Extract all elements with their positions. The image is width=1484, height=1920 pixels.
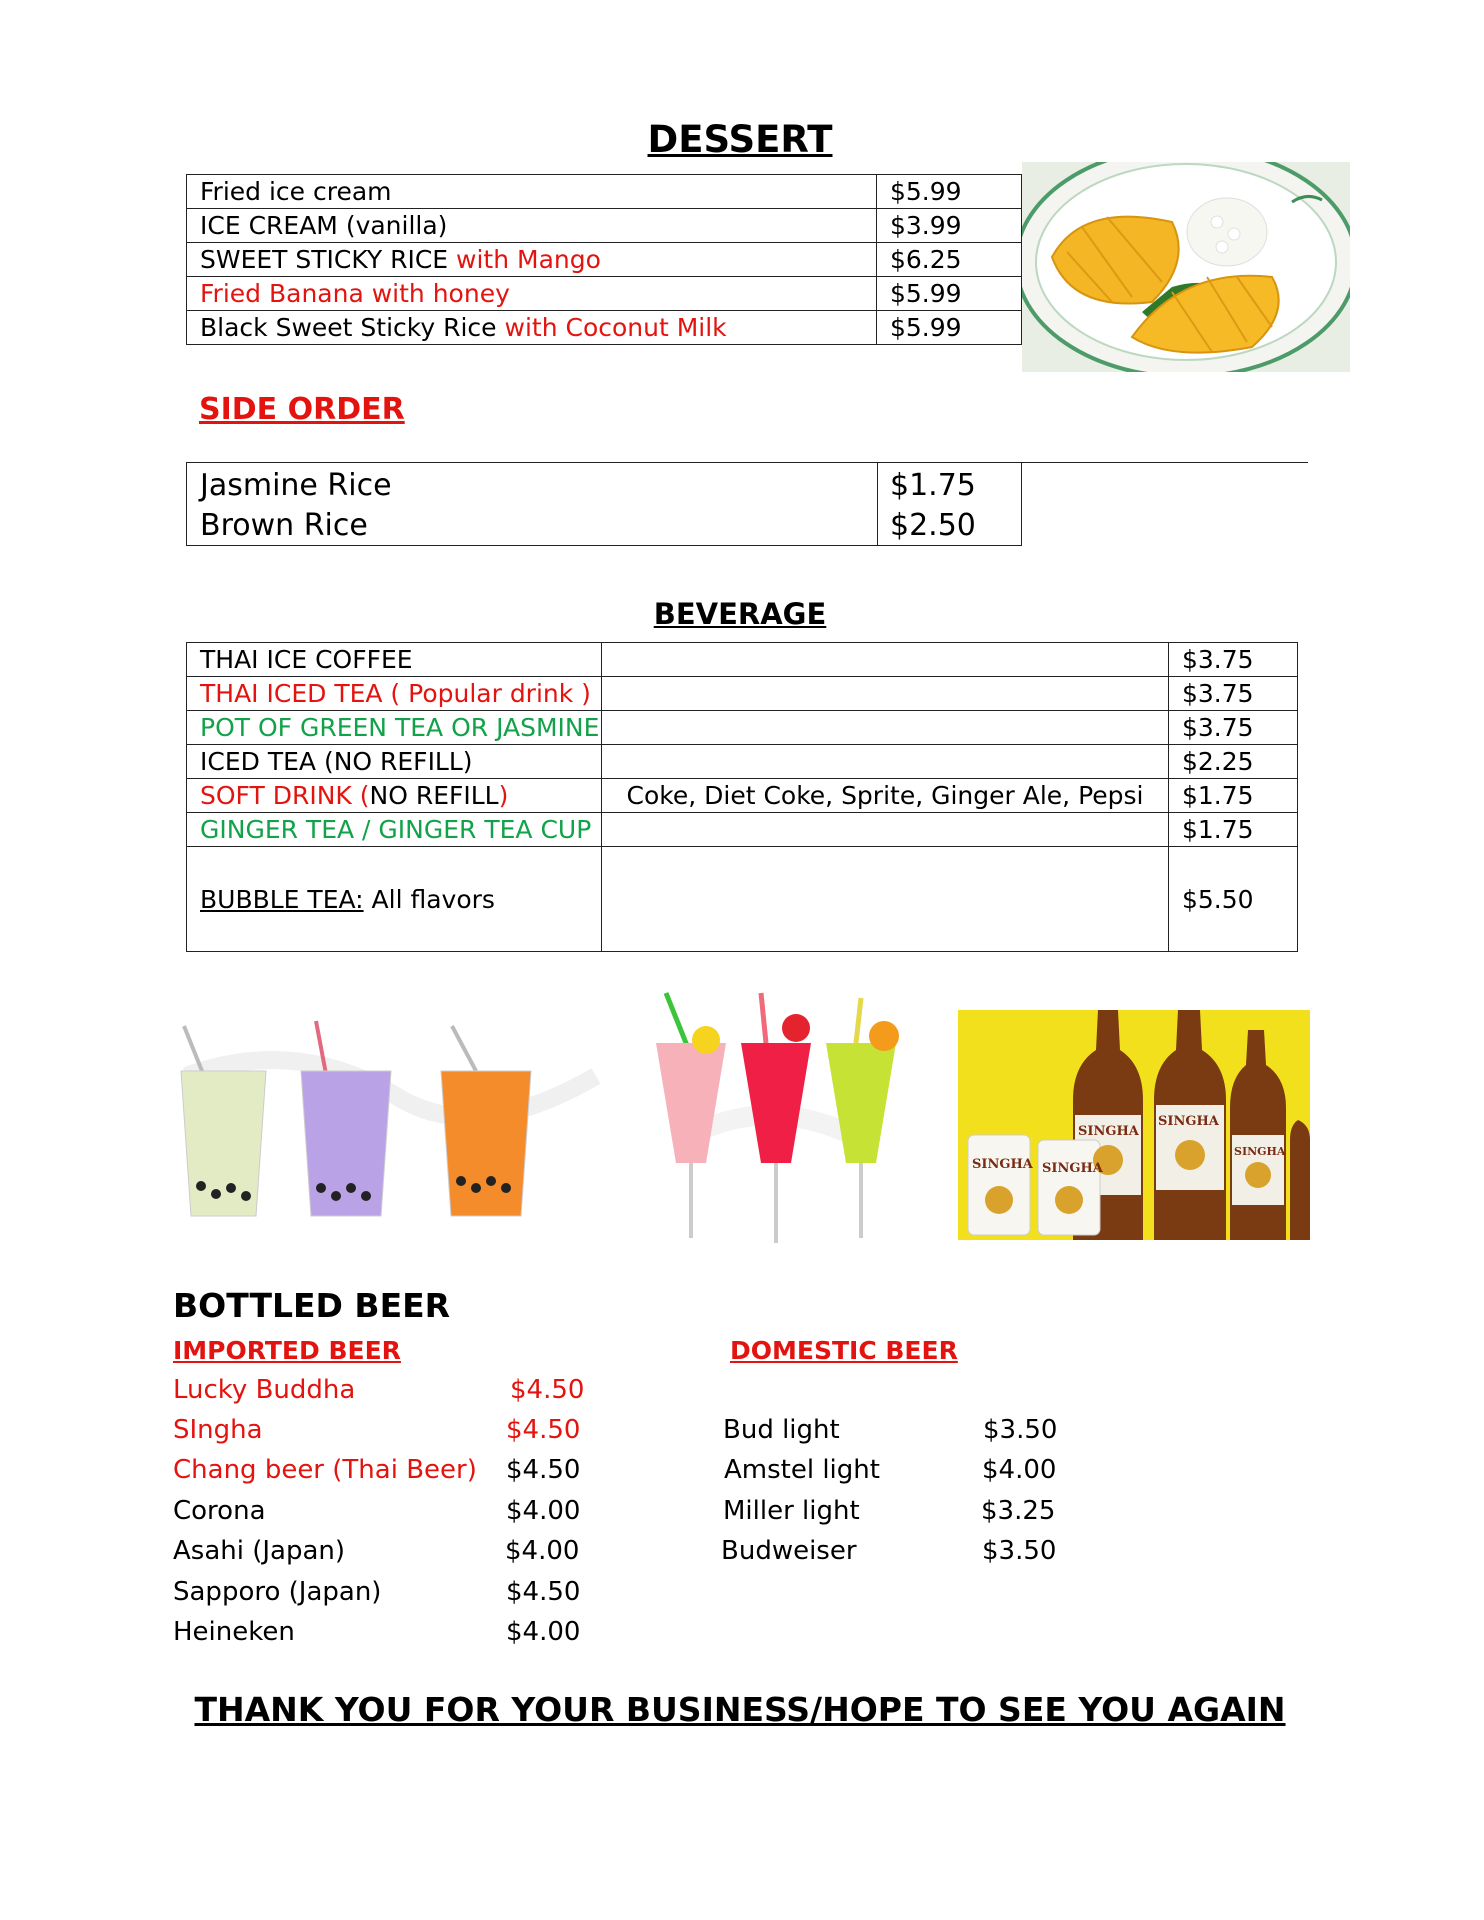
item-name: POT OF GREEN TEA OR JASMINE <box>187 711 602 745</box>
domestic-beer-name: Budweiser <box>721 1536 857 1566</box>
item-price: $5.99 <box>877 311 1022 345</box>
item-note <box>602 711 1169 745</box>
thank-you-footer: THANK YOU FOR YOUR BUSINESS/HOPE TO SEE YOU AGAIN <box>194 1690 1286 1729</box>
item-note <box>602 745 1169 779</box>
table-row <box>187 175 1022 209</box>
dessert-title: DESSERT <box>647 118 833 161</box>
table-row <box>187 779 1298 813</box>
singha-label: SINGHA <box>1078 1124 1139 1139</box>
item-name: ICE CREAM (vanilla) <box>187 209 877 243</box>
item-name: SWEET STICKY RICE with Mango <box>187 243 877 277</box>
item-note <box>602 643 1169 677</box>
bottled-beer-title: BOTTLED BEER <box>173 1286 451 1325</box>
table-row <box>187 311 1022 345</box>
item-note <box>602 847 1169 952</box>
table-row <box>187 643 1298 677</box>
domestic-beer-price: $3.25 <box>981 1496 1056 1526</box>
side-item-name: Jasmine Rice <box>200 468 392 503</box>
domestic-beer-title: DOMESTIC BEER <box>730 1336 958 1365</box>
imported-beer-price: $4.50 <box>506 1577 581 1607</box>
table-row <box>187 277 1022 311</box>
item-price: $3.99 <box>877 209 1022 243</box>
mango-sticky-rice-image <box>1022 162 1350 372</box>
singha-beer-image <box>958 1010 1310 1240</box>
item-name: Fried Banana with honey <box>187 277 877 311</box>
item-price: $3.75 <box>1169 643 1298 677</box>
imported-beer-price: $4.50 <box>510 1375 585 1405</box>
imported-beer-name: Corona <box>173 1496 266 1526</box>
item-name: THAI ICE COFFEE <box>187 643 602 677</box>
cocktails-image <box>646 988 914 1248</box>
item-price: $5.99 <box>877 277 1022 311</box>
imported-beer-name: Lucky Buddha <box>173 1375 356 1405</box>
side-item-price: $2.50 <box>890 508 976 543</box>
singha-label: SINGHA <box>1042 1161 1103 1176</box>
singha-label: SINGHA <box>1158 1114 1219 1129</box>
imported-beer-price: $4.50 <box>506 1455 581 1485</box>
singha-label: SINGHA <box>972 1157 1033 1172</box>
table-row <box>187 847 1298 952</box>
item-note: Coke, Diet Coke, Sprite, Ginger Ale, Pepsi <box>602 779 1169 813</box>
bubble-tea-image <box>176 1016 610 1226</box>
table-row <box>187 677 1298 711</box>
item-name: SOFT DRINK (NO REFILL) <box>187 779 602 813</box>
item-name: ICED TEA (NO REFILL) <box>187 745 602 779</box>
domestic-beer-price: $3.50 <box>982 1536 1057 1566</box>
table-row <box>187 813 1298 847</box>
item-price: $6.25 <box>877 243 1022 277</box>
side-item-name: Brown Rice <box>200 508 368 543</box>
side-order-table <box>186 462 1022 546</box>
table-row <box>187 243 1022 277</box>
item-price: $5.50 <box>1169 847 1298 952</box>
imported-beer-price: $4.50 <box>506 1415 581 1445</box>
side-order-title: SIDE ORDER <box>199 392 405 427</box>
domestic-beer-name: Miller light <box>723 1496 860 1526</box>
side-order-table-top-rule <box>1020 462 1308 463</box>
item-name: GINGER TEA / GINGER TEA CUP <box>187 813 602 847</box>
imported-beer-title: IMPORTED BEER <box>173 1336 401 1365</box>
imported-beer-price: $4.00 <box>505 1536 580 1566</box>
imported-beer-name: Sapporo (Japan) <box>173 1577 382 1607</box>
imported-beer-price: $4.00 <box>506 1617 581 1647</box>
item-note <box>602 813 1169 847</box>
table-row <box>187 711 1298 745</box>
beverage-title: BEVERAGE <box>653 597 827 631</box>
imported-beer-name: Heineken <box>173 1617 295 1647</box>
domestic-beer-name: Amstel light <box>724 1455 880 1485</box>
dessert-table <box>186 174 1022 345</box>
imported-beer-name: SIngha <box>173 1415 263 1445</box>
imported-beer-name: Asahi (Japan) <box>173 1536 346 1566</box>
item-price: $1.75 <box>1169 813 1298 847</box>
beverage-table <box>186 642 1298 952</box>
domestic-beer-price: $3.50 <box>983 1415 1058 1445</box>
item-name: Black Sweet Sticky Rice with Coconut Milk <box>187 311 877 345</box>
item-name: Fried ice cream <box>187 175 877 209</box>
imported-beer-price: $4.00 <box>506 1496 581 1526</box>
item-price: $3.75 <box>1169 711 1298 745</box>
singha-label: SINGHA <box>1234 1145 1286 1158</box>
item-name: BUBBLE TEA: All flavors <box>187 847 602 952</box>
item-price: $5.99 <box>877 175 1022 209</box>
imported-beer-name: Chang beer (Thai Beer) <box>173 1455 477 1485</box>
item-price: $2.25 <box>1169 745 1298 779</box>
side-item-price: $1.75 <box>890 468 976 503</box>
domestic-beer-price: $4.00 <box>982 1455 1057 1485</box>
table-row <box>187 745 1298 779</box>
item-price: $1.75 <box>1169 779 1298 813</box>
item-note <box>602 677 1169 711</box>
domestic-beer-name: Bud light <box>723 1415 840 1445</box>
table-row <box>187 209 1022 243</box>
item-name: THAI ICED TEA ( Popular drink ) <box>187 677 602 711</box>
item-price: $3.75 <box>1169 677 1298 711</box>
